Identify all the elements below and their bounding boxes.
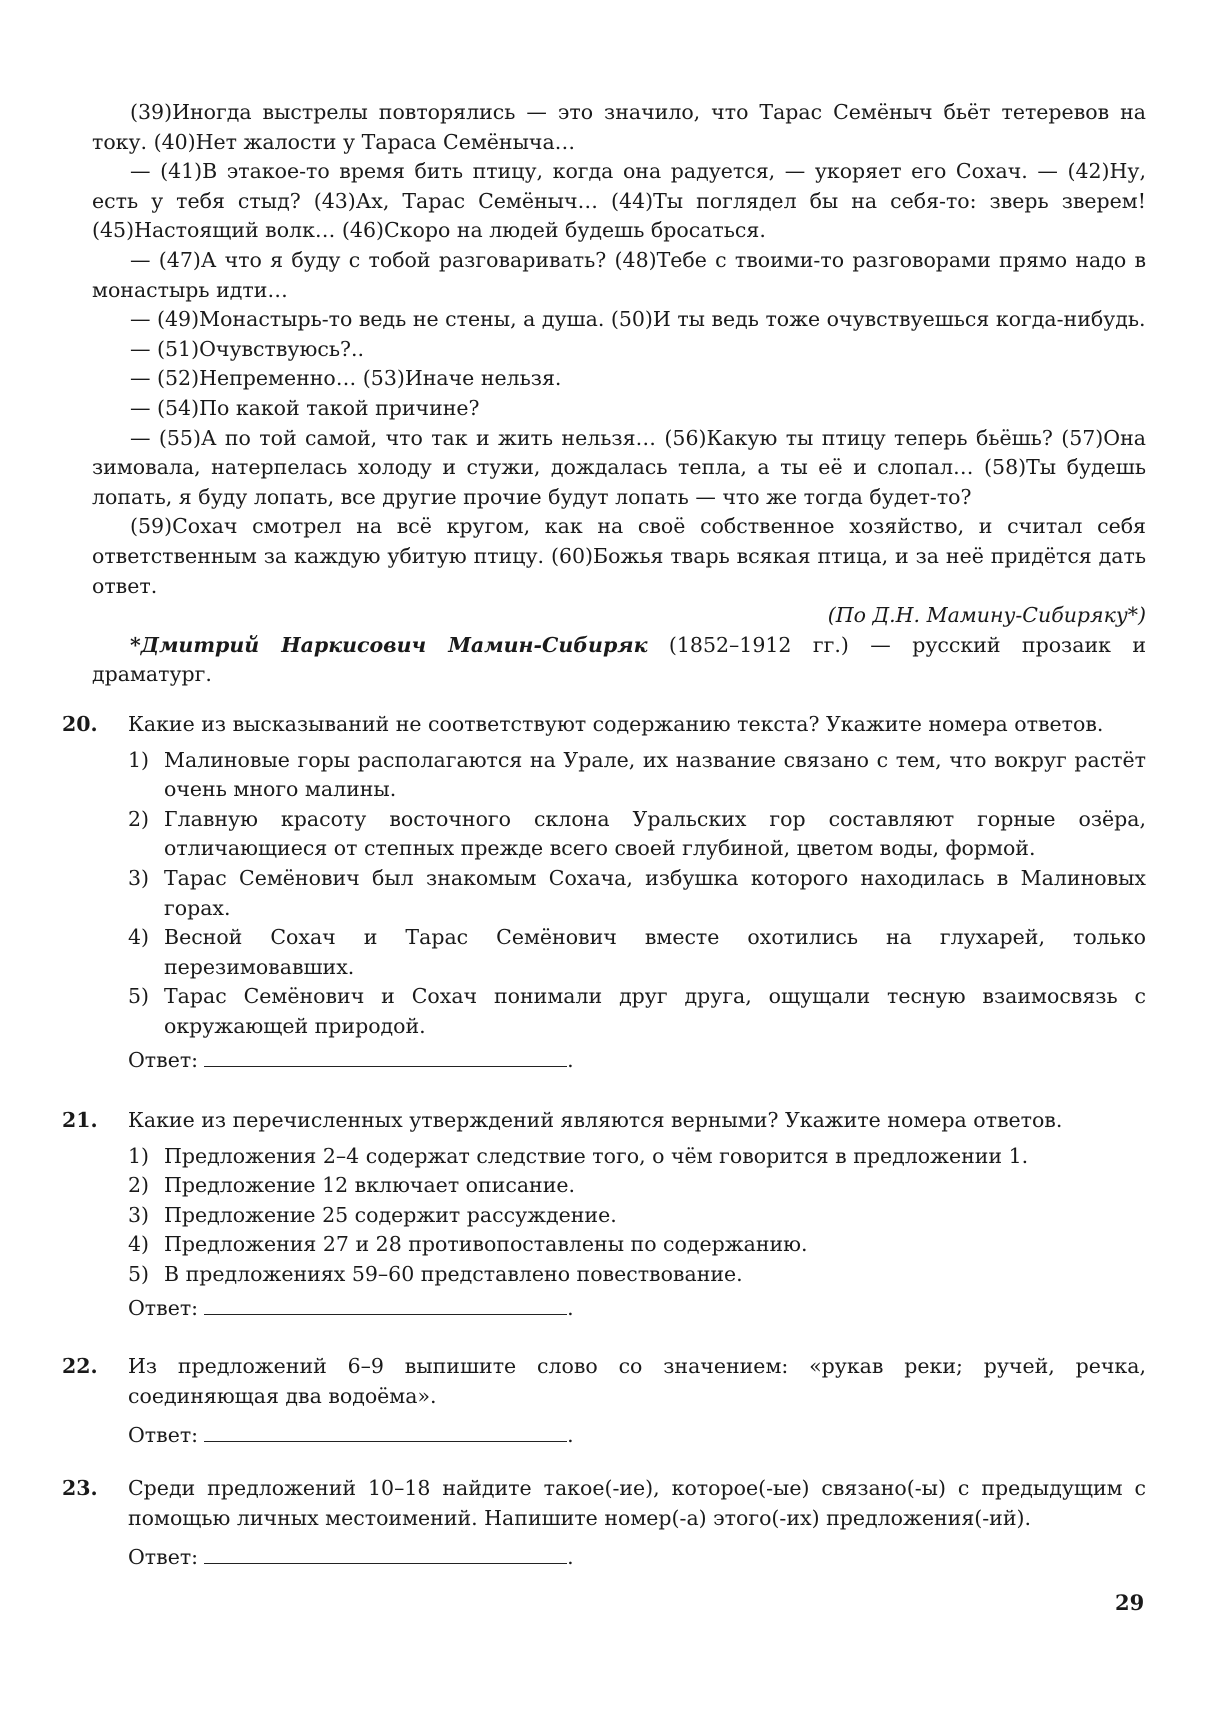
option-item — [128, 1230, 1146, 1260]
answer-label: Ответ: — [128, 1295, 199, 1320]
option-text: Предложение 25 содержит рассуждение. — [164, 1202, 617, 1227]
answer-label: Ответ: — [128, 1423, 199, 1448]
passage — [92, 98, 1146, 690]
answer-label: Ответ: — [128, 1545, 199, 1570]
task-question: Из предложений 6–9 выпишите слово со значением: «рукав реки; ручей, речка, соединяющая два водоёма». — [128, 1354, 1146, 1408]
source-attribution: (По Д.Н. Мамину-Сибиряку*) — [827, 603, 1146, 628]
paragraph: — (51)Очувствуюсь?.. — [130, 336, 364, 361]
answer-field[interactable] — [128, 1539, 1146, 1573]
answer-line[interactable] — [204, 1042, 567, 1067]
answer-dot: . — [567, 1423, 574, 1448]
option-text: Тарас Семёнович и Сохач понимали друг друга, ощущали тесную взаимосвязь с окружающей природой. — [164, 984, 1146, 1038]
answer-dot: . — [567, 1545, 574, 1570]
option-text: Предложения 2–4 содержат следствие того, о чём говорится в предложении 1. — [164, 1143, 1029, 1168]
footnote — [92, 631, 1146, 690]
paragraph: — (41)В этакое-то время бить птицу, когда она радуется, — укоряет его Сохач. — (42)Ну, есть у тебя стыд? (43)Ах, Тарас Семёныч… (44)Ты поглядел бы на себя-то: зверь зверем! (45)Настоящий волк… (46)Скоро на людей будешь бросаться. — [92, 159, 1146, 243]
footnote-text: (1852–1912 гг.) — русский прозаик и драматург. — [92, 632, 1146, 687]
option-list — [128, 1142, 1146, 1290]
answer-field[interactable] — [128, 1042, 1146, 1076]
answer-field[interactable] — [128, 1417, 1146, 1451]
task-body — [128, 1106, 1146, 1323]
page-number: 29 — [1115, 1590, 1145, 1615]
option-text: Главную красоту восточного склона Уральских гор составляют горные озёра, отличающиеся от степных прежде всего своей глубиной, цветом воды, формой. — [164, 806, 1146, 861]
option-item — [128, 982, 1146, 1041]
answer-dot: . — [567, 1047, 574, 1072]
task-question: Среди предложений 10–18 найдите такое(-ие), которое(-ые) связано(-ы) с предыдущим с помощью личных местоимений. Напишите номер(-а) этого(-их) предложения(-ий). — [128, 1476, 1146, 1530]
task-body — [128, 1474, 1146, 1573]
option-item — [128, 1171, 1146, 1201]
option-number: 5) — [128, 984, 150, 1009]
option-number: 1) — [128, 1143, 150, 1168]
task-number: 22. — [62, 1354, 98, 1378]
paragraph: (59)Сохач смотрел на всё кругом, как на своё собственное хозяйство, и считал себя ответственным за каждую убитую птицу. (60)Божья тварь всякая птица, и за неё придётся дать ответ. — [92, 514, 1146, 598]
option-number: 4) — [128, 925, 150, 950]
option-item — [128, 864, 1146, 923]
answer-label: Ответ: — [128, 1047, 199, 1072]
task-question: Какие из высказываний не соответствуют содержанию текста? Укажите номера ответов. — [128, 712, 1104, 736]
option-text: В предложениях 59–60 представлено повествование. — [164, 1261, 743, 1286]
option-number: 2) — [128, 806, 150, 831]
task-number: 20. — [62, 712, 98, 736]
paragraph: (39)Иногда выстрелы повторялись — это значило, что Тарас Семёныч бьёт тетеревов на току. (40)Нет жалости у Тараса Семёныча… — [92, 100, 1146, 154]
option-item — [128, 1260, 1146, 1290]
answer-line[interactable] — [204, 1539, 567, 1564]
option-number: 3) — [128, 865, 150, 890]
option-number: 4) — [128, 1232, 150, 1257]
task-number: 21. — [62, 1108, 98, 1132]
footnote-author: *Дмитрий Наркисович Мамин-Сибиряк — [130, 632, 648, 657]
option-item — [128, 923, 1146, 982]
task-body — [128, 710, 1146, 1075]
answer-line[interactable] — [204, 1417, 567, 1442]
option-text: Малиновые горы располагаются на Урале, их название связано с тем, что вокруг растёт очень много малины. — [164, 747, 1146, 802]
option-item — [128, 1142, 1146, 1172]
option-text: Предложение 12 включает описание. — [164, 1173, 576, 1198]
answer-field[interactable] — [128, 1290, 1146, 1324]
paragraph: — (47)А что я буду с тобой разговаривать? (48)Тебе с твоими-то разговорами прямо надо в монастырь идти… — [92, 247, 1146, 302]
option-number: 3) — [128, 1202, 150, 1227]
option-number: 1) — [128, 747, 150, 772]
option-text: Весной Сохач и Тарас Семёнович вместе охотились на глухарей, только перезимовавших. — [164, 925, 1146, 979]
paragraph: — (55)А по той самой, что так и жить нельзя… (56)Какую ты птицу теперь бьёшь? (57)Она зимовала, натерпелась холоду и стужи, дождалась тепла, а ты её и слопал… (58)Ты будешь лопать, я буду лопать, все другие прочие будут лопать — что же тогда будет-то? — [92, 425, 1146, 509]
task-number: 23. — [62, 1476, 98, 1500]
option-text: Предложения 27 и 28 противопоставлены по содержанию. — [164, 1232, 808, 1257]
option-number: 5) — [128, 1261, 150, 1286]
option-item — [128, 805, 1146, 864]
option-item — [128, 1201, 1146, 1231]
answer-line[interactable] — [204, 1290, 567, 1315]
paragraph: — (49)Монастырь-то ведь не стены, а душа. (50)И ты ведь тоже очувствуешься когда-нибудь. — [130, 307, 1146, 332]
answer-dot: . — [567, 1295, 574, 1320]
paragraph: — (52)Непременно… (53)Иначе нельзя. — [130, 366, 562, 391]
task-body — [128, 1352, 1146, 1451]
option-item — [128, 746, 1146, 805]
option-number: 2) — [128, 1173, 150, 1198]
option-text: Тарас Семёнович был знакомым Сохача, избушка которого находилась в Малиновых горах. — [164, 865, 1146, 920]
task-question: Какие из перечисленных утверждений являются верными? Укажите номера ответов. — [128, 1108, 1063, 1132]
paragraph: — (54)По какой такой причине? — [130, 395, 480, 420]
option-list — [128, 746, 1146, 1042]
